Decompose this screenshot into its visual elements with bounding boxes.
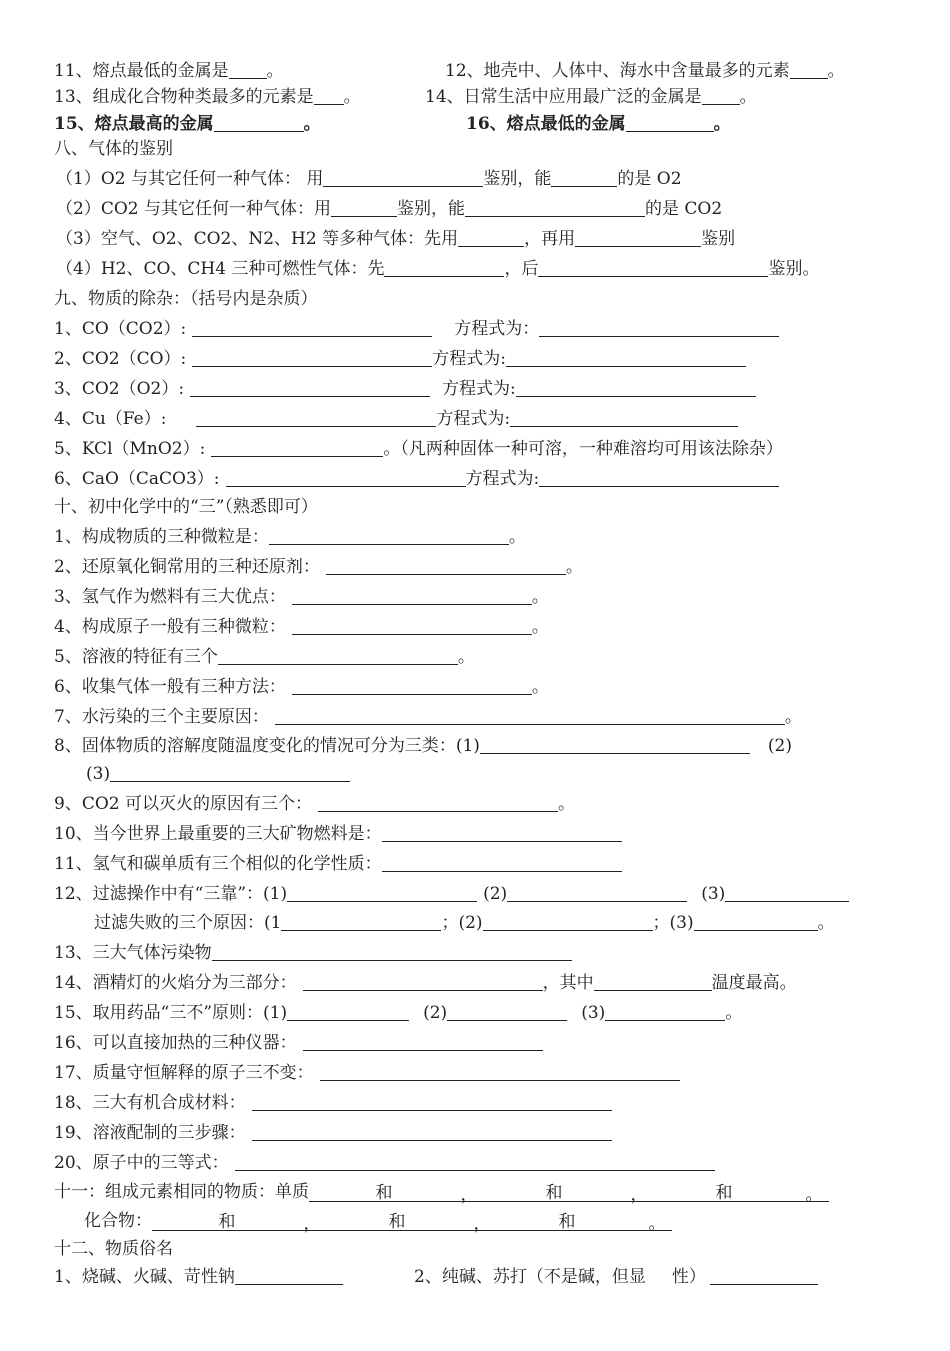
three-1: 1、构成物质的三种微粒是： 。 (54, 527, 526, 547)
three-12-fail: 过滤失败的三个原因：(1 ；(2) ；(3) 。 (94, 913, 835, 933)
gas-id-4: （4）H2、CO、CH4 三种可燃性气体：先 ，后 鉴别。 (56, 259, 820, 279)
answer-blank[interactable]: 和 (492, 1213, 642, 1231)
answer-blank[interactable] (320, 1063, 680, 1081)
answer-blank[interactable] (214, 114, 304, 132)
section-10-title: 十、初中化学中的“三”（熟悉即可） (54, 497, 318, 517)
answer-blank[interactable] (539, 319, 779, 337)
answer-blank[interactable] (314, 87, 344, 105)
three-13: 13、三大气体污染物 (54, 942, 572, 964)
answer-blank[interactable] (483, 913, 653, 931)
three-8-cont: (3) (86, 763, 350, 785)
answer-blank[interactable] (292, 617, 532, 635)
gas-id-1: （1）O2 与其它任何一种气体： 用 鉴别，能 的是 O2 (56, 169, 682, 189)
item-7-13: 13、组成化合物种类最多的元素是 。 (54, 87, 361, 107)
three-6: 6、收集气体一般有三种方法： 。 (54, 677, 549, 697)
answer-blank[interactable] (725, 884, 849, 902)
answer-blank[interactable]: 和 (322, 1213, 472, 1231)
three-17: 17、质量守恒解释的原子三不变： (54, 1062, 680, 1084)
answer-blank[interactable] (507, 884, 687, 902)
answer-blank[interactable] (281, 913, 441, 931)
answer-blank[interactable] (626, 114, 714, 132)
names-2: 2、纯碱、苏打（不是碱，但显 性） (414, 1266, 818, 1288)
gas-id-2: （2）CO2 与其它任何一种气体：用 鉴别，能 的是 CO2 (56, 199, 723, 219)
answer-blank[interactable] (235, 1267, 343, 1285)
answer-blank[interactable] (218, 647, 458, 665)
three-2: 2、还原氧化铜常用的三种还原剂： 。 (54, 557, 583, 577)
three-19: 19、溶液配制的三步骤： (54, 1122, 612, 1144)
answer-blank[interactable] (252, 1093, 612, 1111)
answer-blank[interactable] (326, 557, 566, 575)
answer-blank[interactable] (506, 349, 746, 367)
purify-5: 5、KCl（MnO2）: 。（凡两种固体一种可溶，一种难溶均可用该法除杂） (54, 439, 783, 459)
item-7-14: 14、日常生活中应用最广泛的金属是 。 (425, 87, 757, 107)
answer-blank[interactable] (192, 319, 432, 337)
answer-blank[interactable] (710, 1267, 818, 1285)
purify-3: 3、CO2（O2）: 方程式为: (54, 378, 756, 400)
answer-blank[interactable] (605, 1003, 725, 1021)
answer-blank[interactable] (235, 1153, 715, 1171)
item-7-16: 16、熔点最低的金属 。 (466, 114, 731, 134)
three-11: 11、氢气和碳单质有三个相似的化学性质： (54, 853, 622, 875)
answer-blank[interactable] (303, 973, 543, 991)
three-16: 16、可以直接加热的三种仪器： (54, 1032, 543, 1054)
answer-blank[interactable] (303, 1033, 543, 1051)
three-4: 4、构成原子一般有三种微粒： 。 (54, 617, 549, 637)
answer-blank[interactable] (212, 943, 572, 961)
answer-blank[interactable] (292, 677, 532, 695)
answer-blank[interactable] (287, 1003, 409, 1021)
names-1: 1、烧碱、火碱、苛性钠 (54, 1266, 343, 1288)
three-15: 15、取用药品“三不”原则：(1) (2) (3) 。 (54, 1003, 743, 1023)
answer-blank[interactable]: 和 (479, 1184, 629, 1202)
three-10: 10、当今世界上最重要的三大矿物燃料是： (54, 823, 622, 845)
answer-blank[interactable] (323, 169, 483, 187)
three-12: 12、过滤操作中有“三靠”：(1) (2) (3) (54, 883, 849, 905)
answer-blank[interactable] (516, 379, 756, 397)
answer-blank[interactable] (269, 527, 509, 545)
purify-4: 4、Cu（Fe）: 方程式为: (54, 408, 738, 430)
answer-blank[interactable] (480, 736, 750, 754)
three-8: 8、固体物质的溶解度随温度变化的情况可分为三类：(1) (2) (54, 736, 792, 756)
answer-blank[interactable] (318, 794, 558, 812)
answer-blank[interactable] (447, 1003, 567, 1021)
answer-blank[interactable] (551, 169, 617, 187)
answer-blank[interactable] (192, 349, 432, 367)
answer-blank[interactable] (287, 884, 477, 902)
answer-blank[interactable] (196, 409, 436, 427)
item-7-12: 12、地壳中、人体中、海水中含量最多的元素 。 (445, 61, 845, 81)
section-12-title: 十二、物质俗名 (54, 1239, 173, 1259)
answer-blank[interactable] (211, 439, 383, 457)
answer-blank[interactable] (229, 61, 267, 79)
answer-blank[interactable] (331, 199, 397, 217)
answer-blank[interactable] (702, 87, 740, 105)
answer-blank[interactable] (694, 913, 818, 931)
purify-2: 2、CO2（CO）: 方程式为: (54, 348, 746, 370)
answer-blank[interactable] (575, 229, 701, 247)
three-7: 7、水污染的三个主要原因： 。 (54, 707, 802, 727)
answer-blank[interactable] (382, 824, 622, 842)
item-7-11: 11、熔点最低的金属是 。 (54, 61, 284, 81)
answer-blank[interactable] (538, 259, 768, 277)
answer-blank[interactable] (190, 379, 430, 397)
purify-6: 6、CaO（CaCO3）: 方程式为: (54, 468, 779, 490)
purify-1: 1、CO（CO2）: 方程式为： (54, 318, 779, 340)
answer-blank[interactable]: 和 (152, 1213, 302, 1231)
answer-blank[interactable] (252, 1123, 612, 1141)
section-11-compounds: 化合物： 和 ， 和 ， 和 。 (84, 1210, 672, 1232)
answer-blank[interactable] (382, 854, 622, 872)
answer-blank[interactable] (790, 61, 828, 79)
answer-blank[interactable] (292, 587, 532, 605)
answer-blank[interactable] (226, 469, 466, 487)
answer-blank[interactable] (384, 259, 504, 277)
three-14: 14、酒精灯的火焰分为三部分： ，其中 温度最高。 (54, 973, 797, 993)
three-9: 9、CO2 可以灭火的原因有三个： 。 (54, 794, 575, 814)
answer-blank[interactable]: 和 (649, 1184, 799, 1202)
three-3: 3、氢气作为燃料有三大优点： 。 (54, 587, 549, 607)
answer-blank[interactable] (465, 199, 645, 217)
three-5: 5、溶液的特征有三个 。 (54, 647, 475, 667)
answer-blank[interactable] (458, 229, 524, 247)
three-20: 20、原子中的三等式： (54, 1152, 715, 1174)
answer-blank[interactable] (539, 469, 779, 487)
answer-blank[interactable] (510, 409, 738, 427)
section-9-title: 九、物质的除杂：（括号内是杂质） (54, 289, 318, 309)
answer-blank[interactable]: 和 (309, 1184, 459, 1202)
section-11-elements: 十一：组成元素相同的物质：单质 和 ， 和 ， 和 。 (54, 1181, 829, 1203)
section-8-title: 八、气体的鉴别 (54, 139, 173, 159)
gas-id-3: （3）空气、O2、CO2、N2、H2 等多种气体：先用 ，再用 鉴别 (56, 229, 736, 249)
three-18: 18、三大有机合成材料： (54, 1092, 612, 1114)
answer-blank[interactable] (594, 973, 712, 991)
item-7-15: 15、熔点最高的金属 。 (54, 114, 321, 134)
answer-blank[interactable] (110, 764, 350, 782)
answer-blank[interactable] (275, 707, 785, 725)
